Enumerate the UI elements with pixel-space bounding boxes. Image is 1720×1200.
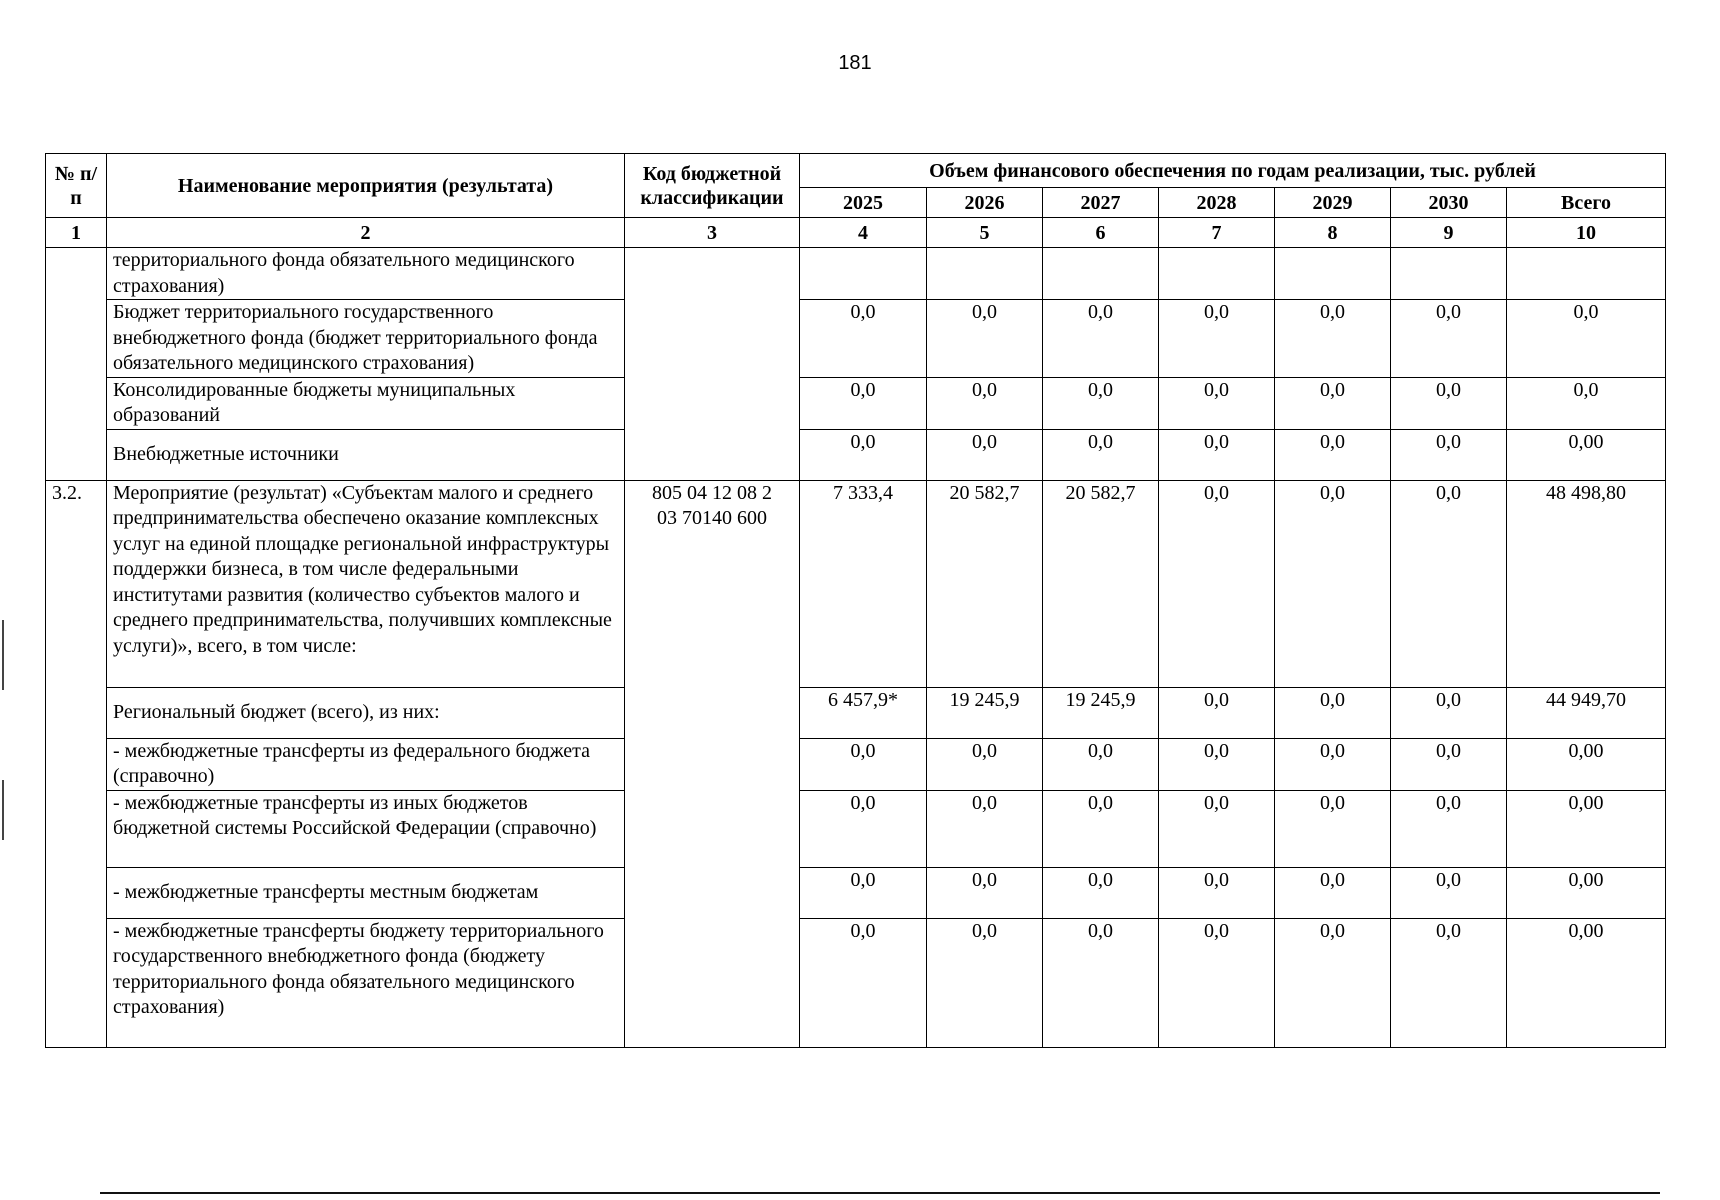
row-name: - межбюджетные трансферты из иных бюджетов бюджетной системы Российской Федерации (справочно) — [107, 790, 625, 867]
column-number: 9 — [1391, 218, 1507, 248]
row-value: 0,00 — [1507, 867, 1666, 918]
header-name: Наименование мероприятия (результата) — [107, 154, 625, 218]
row-value: 6 457,9* — [800, 687, 927, 738]
row-value: 0,0 — [1391, 867, 1507, 918]
table-row — [46, 867, 1666, 918]
row-value: 0,0 — [800, 300, 927, 378]
row-value: 0,0 — [800, 377, 927, 429]
column-number: 7 — [1159, 218, 1275, 248]
row-value: 0,0 — [1275, 738, 1391, 790]
column-number: 10 — [1507, 218, 1666, 248]
header-year: 2028 — [1159, 188, 1275, 218]
table-row — [46, 480, 1666, 687]
row-value: 0,0 — [1159, 918, 1275, 1047]
row-value: 0,0 — [1275, 377, 1391, 429]
table-row — [46, 300, 1666, 378]
header-year: 2030 — [1391, 188, 1507, 218]
row-value: 0,0 — [927, 377, 1043, 429]
row-value: 0,0 — [1391, 790, 1507, 867]
row-value: 0,0 — [1159, 300, 1275, 378]
row-value: 0,00 — [1507, 790, 1666, 867]
row-value: 20 582,7 — [1043, 480, 1159, 687]
column-number: 5 — [927, 218, 1043, 248]
row-value: 0,0 — [1275, 790, 1391, 867]
row-value: 0,0 — [1043, 300, 1159, 378]
header-total: Всего — [1507, 188, 1666, 218]
page-number: 181 — [838, 52, 872, 74]
table-row — [46, 738, 1666, 790]
row-value: 7 333,4 — [800, 480, 927, 687]
row-name: Консолидированные бюджеты муниципальных образований — [107, 377, 625, 429]
row-value: 0,00 — [1507, 918, 1666, 1047]
row-value: 0,0 — [1391, 738, 1507, 790]
column-number: 6 — [1043, 218, 1159, 248]
row-name: - межбюджетные трансферты бюджету территориального государственного внебюджетного фонда (бюджету территориального фонда обязательного медицинского страхования) — [107, 918, 625, 1047]
scan-margin-mark — [2, 780, 4, 840]
row-value: 0,0 — [800, 867, 927, 918]
row-value — [1159, 248, 1275, 300]
row-value: 0,0 — [800, 918, 927, 1047]
row-value: 0,0 — [1391, 377, 1507, 429]
row-name: - межбюджетные трансферты местным бюджетам — [107, 867, 625, 918]
header-year: 2029 — [1275, 188, 1391, 218]
row-value: 0,0 — [1159, 429, 1275, 480]
header-year: 2027 — [1043, 188, 1159, 218]
table-row — [46, 248, 1666, 300]
row-value — [1391, 248, 1507, 300]
scan-margin-mark — [2, 620, 4, 690]
row-value: 0,0 — [1391, 300, 1507, 378]
row-value: 0,0 — [1043, 918, 1159, 1047]
row-value: 0,0 — [1391, 480, 1507, 687]
table-row — [46, 687, 1666, 738]
row-value: 48 498,80 — [1507, 480, 1666, 687]
row-value: 0,0 — [927, 738, 1043, 790]
row-value: 0,0 — [927, 429, 1043, 480]
row-value: 0,0 — [1275, 867, 1391, 918]
budget-table — [45, 153, 1666, 1048]
header-code: Код бюджетной классификации — [625, 154, 800, 218]
row-value — [1507, 248, 1666, 300]
header-volume: Объем финансового обеспечения по годам реализации, тыс. рублей — [800, 154, 1666, 188]
row-index: 3.2. — [46, 480, 107, 1047]
row-value: 0,0 — [1275, 918, 1391, 1047]
row-value: 0,0 — [1159, 738, 1275, 790]
row-value: 0,0 — [1043, 867, 1159, 918]
column-number: 4 — [800, 218, 927, 248]
column-number: 8 — [1275, 218, 1391, 248]
row-value: 19 245,9 — [927, 687, 1043, 738]
table-row — [46, 377, 1666, 429]
header-year: 2026 — [927, 188, 1043, 218]
row-value: 44 949,70 — [1507, 687, 1666, 738]
row-value: 0,0 — [1159, 867, 1275, 918]
row-value: 0,0 — [1275, 687, 1391, 738]
row-value: 0,0 — [800, 429, 927, 480]
row-value — [927, 248, 1043, 300]
row-value: 0,0 — [1391, 918, 1507, 1047]
row-value: 0,0 — [1275, 480, 1391, 687]
table-row — [46, 790, 1666, 867]
row-value: 0,0 — [927, 918, 1043, 1047]
row-value: 0,0 — [800, 738, 927, 790]
row-value: 19 245,9 — [1043, 687, 1159, 738]
column-number: 3 — [625, 218, 800, 248]
row-code-empty — [625, 248, 800, 481]
row-value: 0,0 — [927, 867, 1043, 918]
row-value: 0,0 — [1159, 377, 1275, 429]
row-value: 0,0 — [927, 790, 1043, 867]
row-value: 0,0 — [800, 790, 927, 867]
row-value: 0,0 — [1507, 300, 1666, 378]
row-value: 0,0 — [1043, 429, 1159, 480]
row-value: 0,0 — [1159, 480, 1275, 687]
row-value — [800, 248, 927, 300]
row-value — [1275, 248, 1391, 300]
row-name: Бюджет территориального государственного внебюджетного фонда (бюджет территориального фонда обязательного медицинского страхования) — [107, 300, 625, 378]
row-value: 0,0 — [1043, 790, 1159, 867]
row-value: 0,0 — [1507, 377, 1666, 429]
bottom-rule — [100, 1192, 1660, 1194]
table-row — [46, 429, 1666, 480]
row-value: 0,00 — [1507, 738, 1666, 790]
row-name: Внебюджетные источники — [107, 429, 625, 480]
table-row — [46, 918, 1666, 1047]
row-code: 805 04 12 08 2 03 70140 600 — [625, 480, 800, 1047]
row-value: 20 582,7 — [927, 480, 1043, 687]
row-value: 0,0 — [1159, 790, 1275, 867]
row-value: 0,0 — [1159, 687, 1275, 738]
row-name: Мероприятие (результат) «Субъектам малого и среднего предпринимательства обеспечено оказание комплексных услуг на единой площадке региональной инфраструктуры поддержки бизнеса, в том числе федеральными институтами развития (количество субъектов малого и среднего предпринимательства, получивших комплексные услуги)», всего, в том числе: — [107, 480, 625, 687]
column-number: 1 — [46, 218, 107, 248]
row-value: 0,0 — [1391, 429, 1507, 480]
row-value: 0,0 — [1275, 429, 1391, 480]
row-name: территориального фонда обязательного медицинского страхования) — [107, 248, 625, 300]
row-value: 0,0 — [1275, 300, 1391, 378]
row-value: 0,0 — [927, 300, 1043, 378]
row-value: 0,00 — [1507, 429, 1666, 480]
row-name: - межбюджетные трансферты из федерального бюджета (справочно) — [107, 738, 625, 790]
row-value — [1043, 248, 1159, 300]
row-index-empty — [46, 248, 107, 481]
row-value: 0,0 — [1043, 738, 1159, 790]
header-num: № п/п — [46, 154, 107, 218]
row-name: Региональный бюджет (всего), из них: — [107, 687, 625, 738]
column-number: 2 — [107, 218, 625, 248]
header-year: 2025 — [800, 188, 927, 218]
row-value: 0,0 — [1391, 687, 1507, 738]
row-value: 0,0 — [1043, 377, 1159, 429]
